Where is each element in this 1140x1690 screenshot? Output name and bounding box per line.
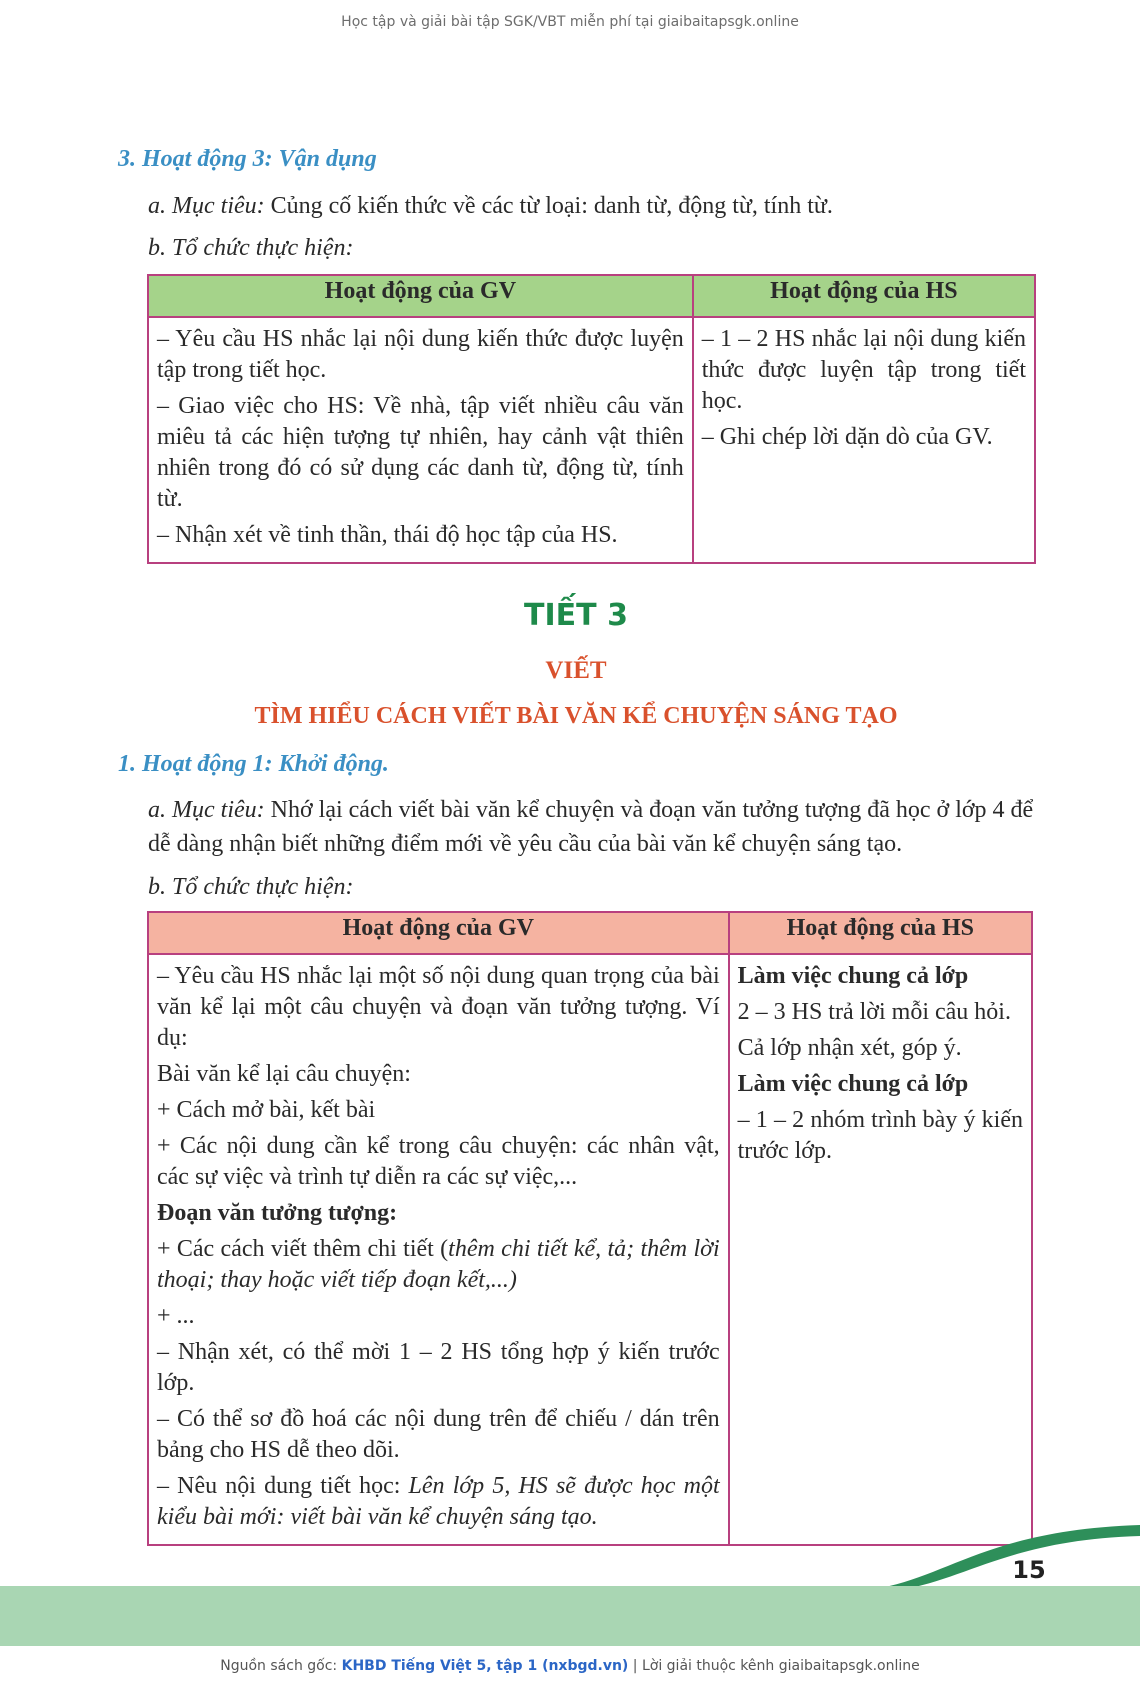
gv-item: – Giao việc cho HS: Về nhà, tập viết nhiều câu văn miêu tả các hiện tượng tự nhiên, hay cảnh vật thiên nhiên trong đó có sử dụng các danh từ, động từ, tính từ. (157, 393, 684, 512)
gv-item-italic: Lên lớp 5, HS sẽ được học một kiểu bài mới: viết bài văn kể chuyện sáng tạo. (157, 1473, 720, 1530)
col-hs-header: Hoạt động của HS (693, 275, 1035, 317)
hs-item: – 1 – 2 nhóm trình bày ý kiến trước lớp. (737, 1107, 1023, 1164)
activity3-heading: 3. Hoạt động 3: Vận dụng (118, 146, 377, 172)
activity3-objective (148, 190, 1038, 223)
gv-item (157, 1234, 720, 1296)
gv-item: – Nhận xét về tinh thần, thái độ học tập của HS. (157, 522, 618, 548)
gv-item: Bài văn kể lại câu chuyện: (157, 1061, 411, 1087)
col-gv-header: Hoạt động của GV (148, 275, 693, 317)
source-suffix: | Lời giải thuộc kênh giaibaitapsgk.online (628, 1658, 920, 1674)
hs-item: – Ghi chép lời dặn dò của GV. (701, 424, 993, 450)
gv-cell (148, 954, 729, 1545)
gv-cell (148, 317, 693, 563)
gv-item: – Yêu cầu HS nhắc lại một số nội dung quan trọng của bài văn kể lại một câu chuyện và đoạn văn tưởng tượng. Ví dụ: (157, 963, 720, 1051)
top-banner: Học tập và giải bài tập SGK/VBT miễn phí tại giaibaitapsgk.online (341, 14, 799, 30)
hs-item-bold: Làm việc chung cả lớp (737, 1071, 969, 1097)
hs-item: Cả lớp nhận xét, góp ý. (737, 1035, 962, 1061)
gv-item: – Nhận xét, có thể mời 1 – 2 HS tổng hợp ý kiến trước lớp. (157, 1339, 720, 1396)
gv-item: + Cách mở bài, kết bài (157, 1097, 376, 1123)
page-number: 15 (1012, 1556, 1046, 1584)
gv-item: – Có thể sơ đồ hoá các nội dung trên để chiếu / dán trên bảng cho HS dễ theo dõi. (157, 1406, 720, 1463)
hs-cell (693, 317, 1035, 563)
objective-text: Củng cố kiến thức về các từ loại: danh từ, động từ, tính từ. (270, 193, 833, 219)
source-book-link[interactable]: KHBD Tiếng Việt 5, tập 1 (nxbgd.vn) (341, 1658, 629, 1674)
gv-item: + Các nội dung cần kể trong câu chuyện: các nhân vật, các sự việc và trình tự diễn ra các sự việc,... (157, 1133, 720, 1190)
activity1-objective-line2: dễ dàng nhận biết những điểm mới về yêu cầu của bài văn kể chuyện sáng tạo. (148, 831, 903, 857)
gv-item (157, 1471, 720, 1533)
gv-item: + ... (157, 1303, 195, 1329)
bottom-source (0, 1658, 1140, 1674)
hs-cell (729, 954, 1032, 1545)
hs-item: 2 – 3 HS trả lời mỗi câu hỏi. (737, 999, 1011, 1025)
hs-item: – 1 – 2 HS nhắc lại nội dung kiến thức được luyện tập trong tiết học. (701, 326, 1026, 414)
activity1-heading: 1. Hoạt động 1: Khởi động. (118, 751, 389, 777)
lesson-tiet-title: TIẾT 3 (524, 598, 628, 633)
gv-item-bold: Đoạn văn tưởng tượng: (157, 1200, 398, 1226)
source-prefix: Nguồn sách gốc: (220, 1658, 342, 1674)
activity3-implementation: b. Tổ chức thực hiện: (148, 235, 354, 261)
gv-item-text: – Nêu nội dung tiết học: (157, 1473, 409, 1499)
activity1-table (147, 911, 1033, 1546)
footer-band (0, 1586, 1140, 1646)
objective-text: Nhớ lại cách viết bài văn kể chuyện và đoạn văn tưởng tượng đã học ở lớp 4 để (270, 797, 1034, 823)
objective-label: a. Mục tiêu: (148, 193, 265, 219)
gv-item-italic: thêm chi tiết kể, tả; thêm lời thoại; thay hoặc viết tiếp đoạn kết,...) (157, 1236, 720, 1293)
lesson-subtitle: TÌM HIỂU CÁCH VIẾT BÀI VĂN KỂ CHUYỆN SÁNG TẠO (254, 703, 898, 729)
activity1-objective-line1 (148, 794, 1038, 827)
hs-item-bold: Làm việc chung cả lớp (737, 963, 969, 989)
col-gv-header: Hoạt động của GV (148, 912, 729, 954)
objective-label: a. Mục tiêu: (148, 797, 265, 823)
col-hs-header: Hoạt động của HS (729, 912, 1032, 954)
gv-item: – Yêu cầu HS nhắc lại nội dung kiến thức được luyện tập trong tiết học. (157, 326, 684, 383)
lesson-viet-title: VIẾT (545, 657, 607, 684)
gv-item-text: + Các cách viết thêm chi tiết ( (157, 1236, 449, 1262)
activity3-table (147, 274, 1036, 564)
activity1-implementation: b. Tổ chức thực hiện: (148, 874, 354, 900)
